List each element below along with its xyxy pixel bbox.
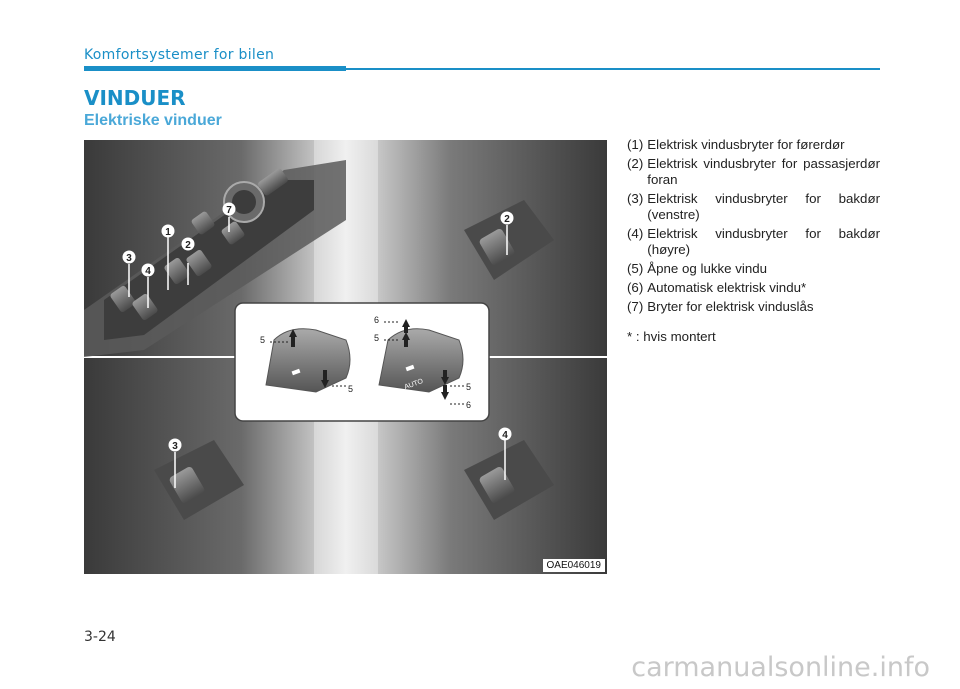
svg-text:6: 6	[374, 315, 380, 325]
page-number: 3-24	[84, 629, 116, 645]
list-item: (3) Elektrisk vindusbryter for bakdør (venstre)	[627, 191, 880, 222]
page-title: VINDUER	[84, 86, 186, 110]
list-item: (6) Automatisk elektrisk vindu*	[627, 280, 807, 295]
svg-text:2: 2	[185, 240, 191, 251]
svg-text:3: 3	[172, 441, 178, 452]
svg-text:3: 3	[126, 253, 132, 264]
svg-text:5: 5	[374, 333, 380, 343]
svg-text:AUTO: AUTO	[403, 377, 425, 392]
svg-text:4: 4	[145, 266, 151, 277]
legend-list	[627, 137, 880, 345]
list-item: (5) Åpne og lukke vindu	[627, 261, 768, 276]
svg-text:6: 6	[466, 400, 472, 410]
figure-code: OAE046019	[543, 559, 606, 572]
footnote: * : hvis montert	[627, 329, 716, 344]
list-item: (1) Elektrisk vindusbryter for førerdør	[627, 137, 845, 152]
svg-text:7: 7	[226, 205, 232, 216]
svg-text:1: 1	[165, 227, 171, 238]
header-bar	[84, 66, 346, 71]
watermark: carmanualsonline.info	[631, 652, 930, 683]
list-item: (4) Elektrisk vindusbryter for bakdør (høyre)	[627, 226, 880, 257]
header-rule	[346, 68, 880, 70]
svg-text:5: 5	[466, 382, 472, 392]
page-subtitle: Elektriske vinduer	[84, 112, 222, 129]
switch-operation-inset	[235, 303, 489, 421]
svg-text:2: 2	[504, 214, 510, 225]
window-switch-figure	[84, 140, 607, 574]
svg-text:4: 4	[502, 430, 508, 441]
section-header: Komfortsystemer for bilen	[84, 47, 275, 63]
list-item: (7) Bryter for elektrisk vinduslås	[627, 299, 814, 314]
svg-text:5: 5	[348, 384, 354, 394]
list-item: (2) Elektrisk vindusbryter for passasjerdør foran	[627, 156, 880, 187]
svg-text:5: 5	[260, 335, 266, 345]
